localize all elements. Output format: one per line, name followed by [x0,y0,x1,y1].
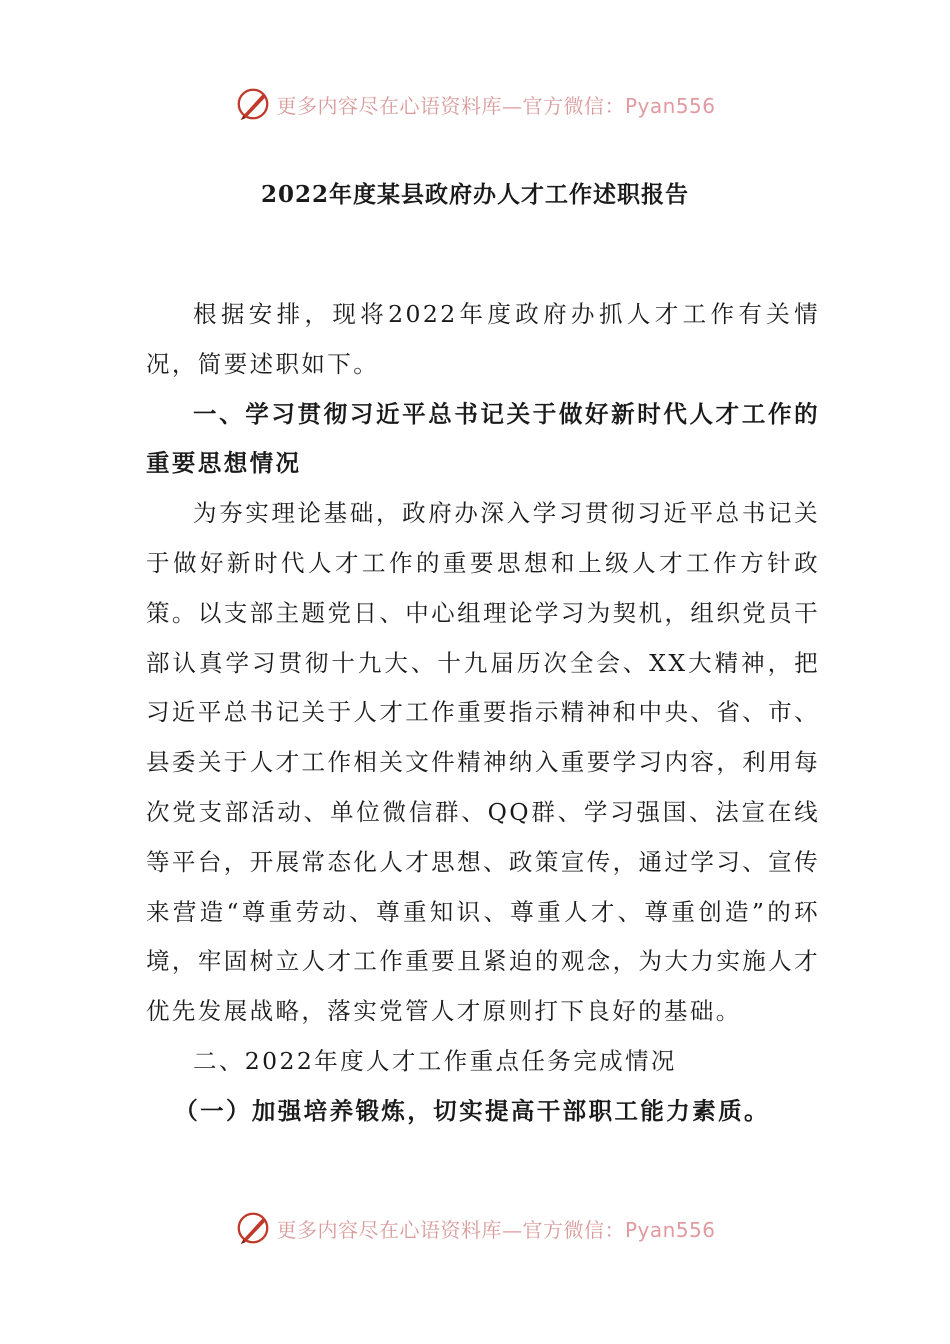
section-heading-1: 一、学习贯彻习近平总书记关于做好新时代人才工作的重要思想情况 [146,399,820,478]
header-watermark [0,84,950,124]
subsection-heading-1: （一）加强培养锻炼，切实提高干部职工能力素质。 [174,1096,770,1125]
intro-paragraph: 根据安排，现将2022年度政府办抓人才工作有关情况，简要述职如下。 [146,300,820,378]
watermark-text: 更多内容尽在心语资料库—官方微信：Pyan556 [276,1217,716,1242]
section-1-paragraph: 为夯实理论基础，政府办深入学习贯彻习近平总书记关于做好新时代人才工作的重要思想和上级人才工作方针政策。以支部主题党日、中心组理论学习为契机，组织党员干部认真学习贯彻十九大、十九届历次全会、XX大精神，把习近平总书记关于人才工作重要指示精神和中央、省、市、县委关于人才工作相关文件精神纳入重要学习内容，利用每次党支部活动、单位微信群、QQ群、学习强国、法宣在线等平台，开展常态化人才思想、政策宣传，通过学习、宣传来营造“尊重劳动、尊重知识、尊重人才、尊重创造”的环境，牢固树立人才工作重要且紧迫的观念，为大力实施人才优先发展战略，落实党管人才原则打下良好的基础。 [146,499,820,1026]
watermark-text: 更多内容尽在心语资料库—官方微信：Pyan556 [276,93,716,118]
document-body [146,290,820,1137]
footer-watermark [0,1208,950,1248]
document-title: 2022年度某县政府办人才工作述职报告 [260,181,689,208]
pen-logo-icon [234,1209,272,1247]
pen-logo-icon [234,85,272,123]
section-heading-2: 二、2022年度人才工作重点任务完成情况 [193,1046,677,1075]
